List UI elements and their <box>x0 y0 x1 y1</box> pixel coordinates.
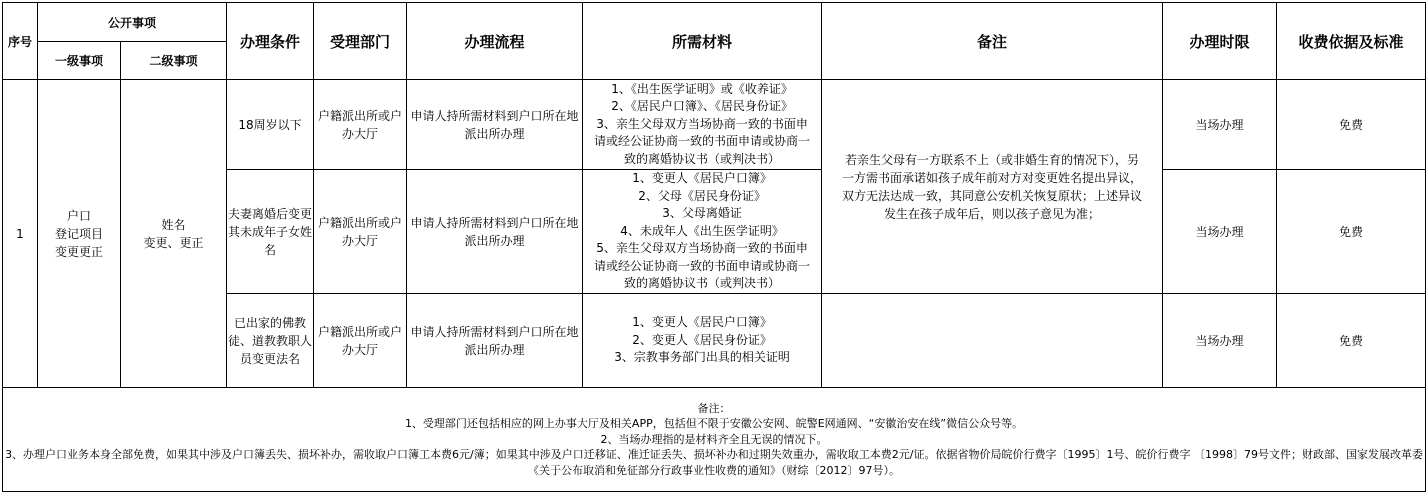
row-process: 申请人持所需材料到户口所在地派出所办理 <box>407 170 583 294</box>
remark-line: 发生在孩子成年后，则以孩子意见为准； <box>884 206 1101 221</box>
row-time-limit: 当场办理 <box>1163 170 1277 294</box>
row-department: 户籍派出所或户办大厅 <box>314 80 407 170</box>
header-time-limit: 办理时限 <box>1163 3 1277 80</box>
record-level1 <box>38 80 121 388</box>
note-item: 2、当场办理指的是材料齐全且无误的情况下。 <box>600 432 828 446</box>
header-materials: 所需材料 <box>583 3 822 80</box>
material-item: 3、宗教事务部门出具的相关证明 <box>614 350 790 365</box>
note-item: 1、受理部门还包括相应的网上办事大厅及相关APP，包括但不限于安徽公安网、皖警E网通网、“安徽治安在线”微信公众号等。 <box>404 417 1024 431</box>
material-item: 3、父母离婚证 <box>662 206 742 221</box>
row-time-limit: 当场办理 <box>1163 80 1277 170</box>
row-materials <box>583 294 822 388</box>
table-row <box>3 80 1426 170</box>
header-department: 受理部门 <box>314 3 407 80</box>
row-time-limit: 当场办理 <box>1163 294 1277 388</box>
material-item: 请或经公证协商一致的书面申请或协商一 <box>594 258 811 273</box>
header-public-items: 公开事项 <box>38 3 227 42</box>
material-item: 致的离婚协议书（或判决书） <box>624 276 781 291</box>
record-seq: 1 <box>3 80 38 388</box>
row-process: 申请人持所需材料到户口所在地派出所办理 <box>407 80 583 170</box>
remark-line: 若亲生父母有一方联系不上（或非婚生育的情况下），另 <box>845 152 1140 167</box>
header-level1: 一级事项 <box>38 42 121 80</box>
row-condition: 18周岁以下 <box>227 80 314 170</box>
header-fee: 收费依据及标准 <box>1277 3 1426 80</box>
level2-line: 变更、更正 <box>143 235 204 250</box>
material-item: 致的离婚协议书（或判决书） <box>624 151 781 166</box>
service-table <box>2 2 1426 492</box>
material-item: 请或经公证协商一致的书面申请或协商一 <box>594 134 811 149</box>
row-condition: 已出家的佛教徒、道教教职人员变更法名 <box>227 294 314 388</box>
row-fee: 免费 <box>1277 80 1426 170</box>
remark-line: 双方无法达成一致，其同意公安机关恢复原状；上述异议 <box>842 188 1143 203</box>
remark-line: 一方需书面承诺如孩子成年前对方对变更姓名提出异议， <box>842 170 1143 185</box>
row-materials <box>583 80 822 170</box>
level1-line: 变更更正 <box>54 244 103 259</box>
material-item: 1、变更人《居民户口簿》 <box>632 171 772 186</box>
level2-line: 姓名 <box>161 217 186 232</box>
notes-row <box>3 388 1426 492</box>
material-item: 2、变更人《居民身份证》 <box>632 332 772 347</box>
material-item: 1、《出生医学证明》或《收养证》 <box>611 81 793 96</box>
header-conditions: 办理条件 <box>227 3 314 80</box>
row-department: 户籍派出所或户办大厅 <box>314 170 407 294</box>
row-fee: 免费 <box>1277 294 1426 388</box>
row-process: 申请人持所需材料到户口所在地派出所办理 <box>407 294 583 388</box>
notes-title: 备注： <box>697 401 731 415</box>
level1-line: 户口 <box>66 208 91 223</box>
material-item: 2、《居民户口簿》、《居民身份证》 <box>611 99 793 114</box>
row-remarks-empty <box>822 294 1163 388</box>
row-condition: 夫妻离婚后变更其未成年子女姓名 <box>227 170 314 294</box>
note-item: 3、办理户口业务本身全部免费，如果其中涉及户口簿丢失、损坏补办，需收取户口簿工本费6元/簿；如果其中涉及户口迁移证、准迁证丢失、损坏补办和过期失效重办，需收取工本费2元/证。依据省物价局皖价行费字〔1995〕1号、皖价行费字 〔1998〕79号文件；财政部、国家发展改革委《关于公布取消和免征部分行政事业性收费的通知》（财综〔2012〕97号）。 <box>5 448 1423 477</box>
material-item: 1、变更人《居民户口簿》 <box>632 315 772 330</box>
level1-line: 登记项目 <box>54 226 103 241</box>
header-process: 办理流程 <box>407 3 583 80</box>
row-materials <box>583 170 822 294</box>
header-seq: 序号 <box>3 3 38 80</box>
material-item: 2、父母《居民身份证》 <box>638 188 766 203</box>
material-item: 3、亲生父母双方当场协商一致的书面申 <box>596 116 808 131</box>
header-level2: 二级事项 <box>121 42 227 80</box>
footer-notes <box>3 388 1426 492</box>
record-level2 <box>121 80 227 388</box>
material-item: 4、未成年人《出生医学证明》 <box>620 223 784 238</box>
row-department: 户籍派出所或户办大厅 <box>314 294 407 388</box>
material-item: 5、亲生父母双方当场协商一致的书面申 <box>596 241 808 256</box>
record-remarks <box>822 80 1163 294</box>
row-fee: 免费 <box>1277 170 1426 294</box>
header-remarks: 备注 <box>822 3 1163 80</box>
